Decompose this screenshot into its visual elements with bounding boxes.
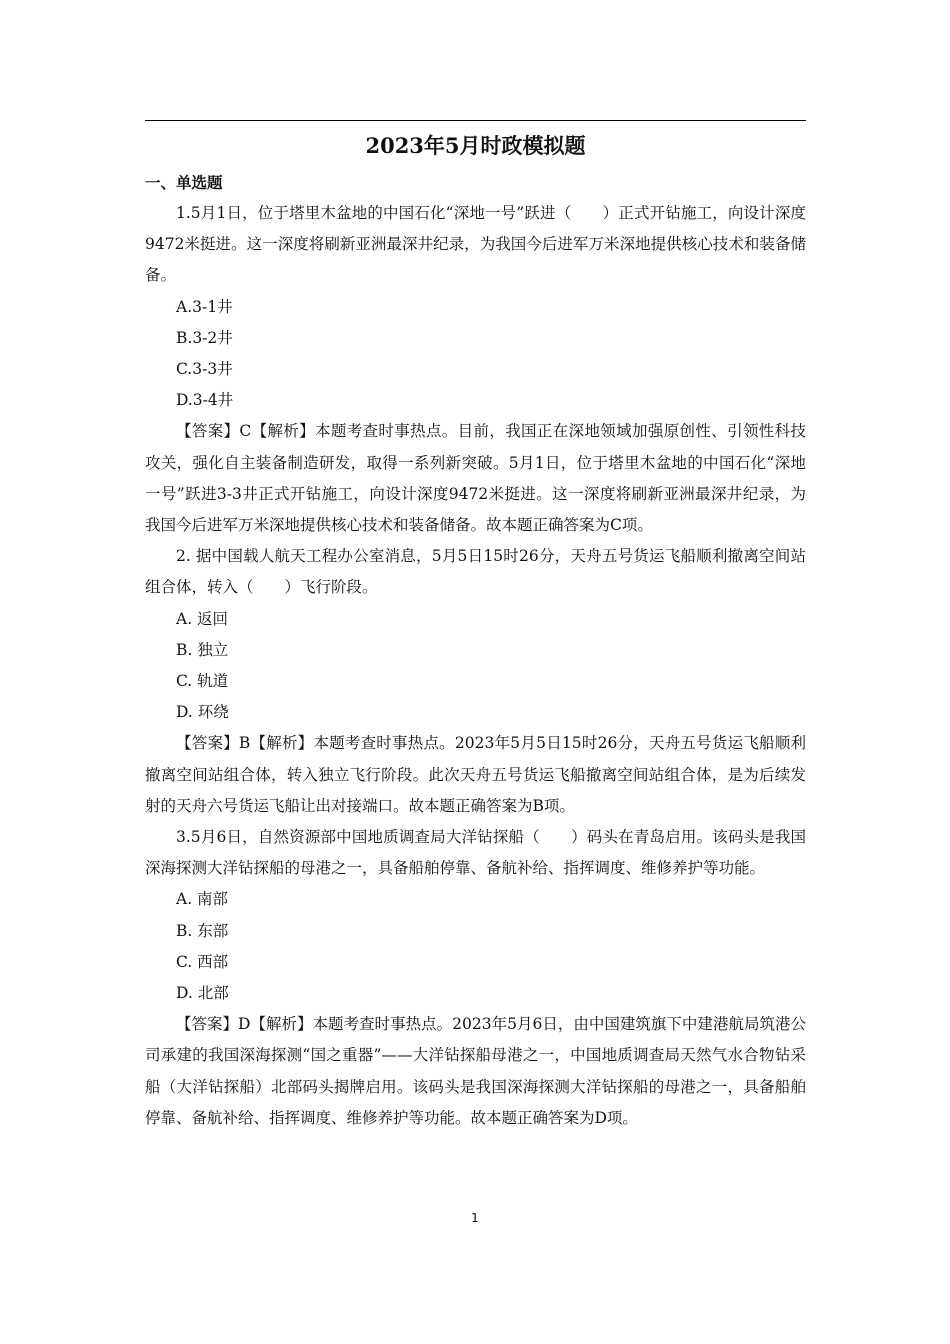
answer-explanation: 【答案】D【解析】本题考查时事热点。2023年5月6日，由中国建筑旗下中建港航局筑港公司承建的我国深海探测“国之重器”——大洋钻探船母港之一，中国地质调查局天然气水合物钻采船（大洋钻探船）北部码头揭牌启用。该码头是我国深海探测大洋钻探船的母港之一，具备船舶停靠、备航补给、指挥调度、维修养护等功能。故本题正确答案为D项。 bbox=[145, 1015, 806, 1127]
option-c: C. 西部 bbox=[176, 952, 229, 971]
question-stem: 2. 据中国载人航天工程办公室消息，5月5日15时26分，天舟五号货运飞船顺利撤离空间站组合体，转入（ ）飞行阶段。 bbox=[145, 547, 806, 597]
page-number: 1 bbox=[471, 1211, 479, 1225]
option-a: A. 返回 bbox=[176, 609, 229, 628]
option-d: D.3-4井 bbox=[176, 391, 234, 410]
option-b: B. 东部 bbox=[176, 921, 229, 940]
option-c: C. 轨道 bbox=[176, 672, 229, 691]
question-stem: 3.5月6日，自然资源部中国地质调查局大洋钻探船（ ）码头在青岛启用。该码头是我国深海探测大洋钻探船的母港之一，具备船舶停靠、备航补给、指挥调度、维修养护等功能。 bbox=[145, 828, 806, 878]
page-title: 2023年5月时政模拟题 bbox=[365, 133, 586, 158]
option-b: B. 独立 bbox=[176, 640, 229, 659]
option-b: B.3-2井 bbox=[176, 328, 233, 347]
option-d: D. 环绕 bbox=[176, 703, 229, 722]
question-stem: 1.5月1日，位于塔里木盆地的中国石化“深地一号”跃进（ ）正式开钻施工，向设计深度9472米挺进。这一深度将刷新亚洲最深井纪录，为我国今后进军万米深地提供核心技术和装备储备。 bbox=[145, 204, 806, 285]
answer-explanation: 【答案】C【解析】本题考查时事热点。目前，我国正在深地领域加强原创性、引领性科技攻关，强化自主装备制造研发，取得一系列新突破。5月1日，位于塔里木盆地的中国石化“深地一号”跃进3-3井正式开钻施工，向设计深度9472米挺进。这一深度将刷新亚洲最深井纪录，为我国今后进军万米深地提供核心技术和装备储备。故本题正确答案为C项。 bbox=[145, 422, 806, 535]
answer-explanation: 【答案】B【解析】本题考查时事热点。2023年5月5日15时26分，天舟五号货运飞船顺利撤离空间站组合体，转入独立飞行阶段。此次天舟五号货运飞船撤离空间站组合体，是为后续发射的天舟六号货运飞船让出对接端口。故本题正确答案为B项。 bbox=[145, 734, 806, 815]
option-a: A. 南部 bbox=[176, 890, 229, 909]
header-rule bbox=[145, 120, 806, 121]
option-d: D. 北部 bbox=[176, 984, 229, 1003]
section-heading: 一、单选题 bbox=[145, 173, 223, 192]
question-list bbox=[145, 198, 806, 1134]
option-a: A.3-1井 bbox=[176, 297, 233, 316]
option-c: C.3-3井 bbox=[176, 360, 233, 379]
